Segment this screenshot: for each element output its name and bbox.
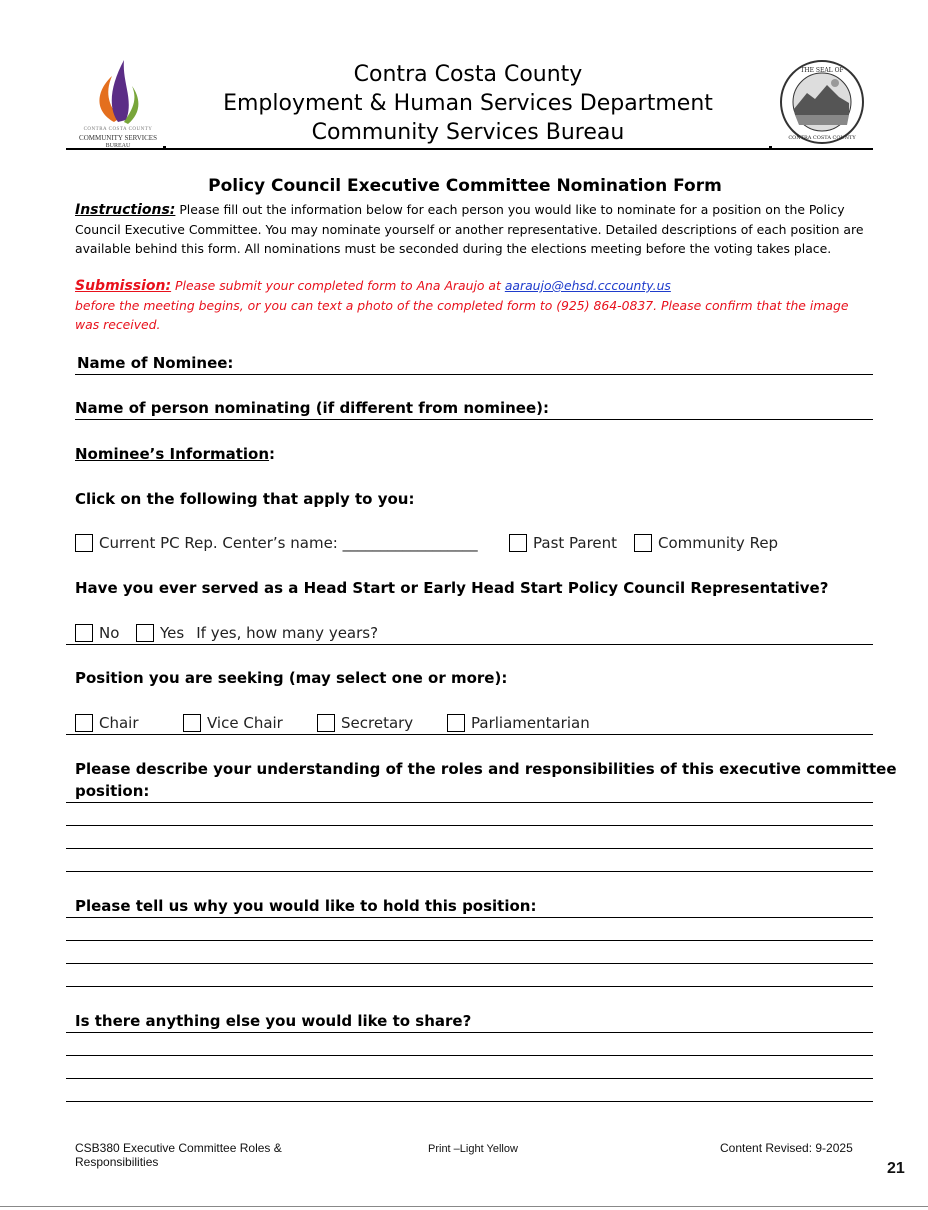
why-answer-line[interactable] (66, 940, 873, 941)
click-apply-label: Click on the following that apply to you: (75, 490, 415, 508)
vice-chair-checkbox[interactable] (183, 714, 201, 732)
logo-text-top: CONTRA COSTA COUNTY (83, 127, 153, 132)
name-of-nominee-line[interactable] (75, 374, 873, 375)
past-parent-option (509, 534, 617, 552)
served-yes-label: Yes (160, 624, 185, 642)
position-chair-option (75, 714, 139, 732)
svg-text:THE SEAL OF: THE SEAL OF (800, 67, 844, 74)
divider-dot-left (163, 146, 166, 149)
current-pc-label: Current PC Rep. Center’s name: __________________ (99, 534, 478, 552)
parliamentarian-checkbox[interactable] (447, 714, 465, 732)
county-seal-icon (779, 59, 865, 145)
footer-doc-id-line2: Responsibilities (75, 1155, 159, 1169)
instructions-text: Please fill out the information below for each person you would like to nominate for a position on the Policy Council Executive Committee. You may nominate yourself or another representative. Detailed descriptions of each position are available behind this form. All nominations must be seconded during the elections meeting before the voting takes place. (75, 202, 864, 256)
served-yes-checkbox[interactable] (136, 624, 154, 642)
roles-question-line1: Please describe your understanding of the roles and responsibilities of this executive committee (75, 760, 897, 778)
svg-text:CONTRA COSTA COUNTY: CONTRA COSTA COUNTY (788, 135, 856, 141)
county-seal (779, 59, 865, 145)
submission-text-2: before the meeting begins, or you can text a photo of the completed form to (925) 864-0837. Please confirm that the image was received. (75, 298, 849, 332)
why-answer-line[interactable] (66, 917, 873, 918)
apply-options-row (75, 534, 478, 552)
nominee-info-label: Nominee’s Information (75, 445, 270, 463)
roles-answer-line[interactable] (66, 871, 873, 872)
footer-print-note: Print –Light Yellow (428, 1143, 518, 1155)
served-yes-option (136, 624, 378, 642)
else-answer-line[interactable] (66, 1032, 873, 1033)
else-answer-line[interactable] (66, 1101, 873, 1102)
served-no-checkbox[interactable] (75, 624, 93, 642)
footer-doc-id-line1: CSB380 Executive Committee Roles & (75, 1141, 282, 1155)
past-parent-label: Past Parent (533, 534, 618, 552)
roles-answer-line[interactable] (66, 825, 873, 826)
nominator-line[interactable] (75, 419, 873, 420)
else-question: Is there anything else you would like to share? (75, 1012, 472, 1030)
position-question: Position you are seeking (may select one or more): (75, 669, 508, 687)
nominee-info-heading (75, 445, 275, 463)
chair-checkbox[interactable] (75, 714, 93, 732)
submission-email-link[interactable]: aaraujo@ehsd.cccounty.us (504, 278, 671, 293)
else-answer-line[interactable] (66, 1078, 873, 1079)
why-answer-line[interactable] (66, 986, 873, 987)
position-line (66, 734, 873, 735)
secretary-label: Secretary (341, 714, 414, 732)
instructions-paragraph (75, 200, 865, 258)
csb-logo (74, 56, 162, 148)
footer-doc-id (75, 1141, 282, 1169)
header-divider (66, 148, 873, 150)
roles-question-line2: position: (75, 782, 150, 800)
page-bottom-edge (0, 1206, 928, 1207)
past-parent-checkbox[interactable] (509, 534, 527, 552)
served-years-line[interactable] (66, 644, 873, 645)
org-line-3: Community Services Bureau (311, 120, 625, 145)
current-pc-checkbox[interactable] (75, 534, 93, 552)
chair-label: Chair (99, 714, 139, 732)
org-line-1: Contra Costa County (353, 62, 583, 87)
nominee-info-colon: : (269, 445, 276, 463)
community-rep-label: Community Rep (658, 534, 779, 552)
instructions-label: Instructions: (75, 202, 176, 218)
served-question: Have you ever served as a Head Start or Early Head Start Policy Council Representative? (75, 579, 829, 597)
why-answer-line[interactable] (66, 963, 873, 964)
flame-logo-icon (74, 56, 162, 126)
nominator-label: Name of person nominating (if different from nominee): (75, 399, 550, 417)
submission-paragraph (75, 276, 865, 334)
submission-text-1: Please submit your completed form to Ana Araujo at (171, 278, 505, 293)
roles-answer-line[interactable] (66, 848, 873, 849)
divider-dot-right (769, 146, 772, 149)
community-rep-option (634, 534, 778, 552)
served-options-row (75, 624, 119, 642)
served-no-label: No (99, 624, 120, 642)
parliamentarian-label: Parliamentarian (471, 714, 590, 732)
secretary-checkbox[interactable] (317, 714, 335, 732)
org-line-2: Employment & Human Services Department (223, 91, 713, 116)
vice-chair-label: Vice Chair (207, 714, 283, 732)
form-title: Policy Council Executive Committee Nomination Form (208, 176, 722, 196)
logo-text-bot: BUREAU (105, 143, 131, 149)
roles-answer-line[interactable] (66, 802, 873, 803)
name-of-nominee-label: Name of Nominee: (77, 354, 234, 372)
position-vice-chair-option (183, 714, 283, 732)
logo-text-mid: COMMUNITY SERVICES (79, 134, 157, 142)
why-question: Please tell us why you would like to hold this position: (75, 897, 537, 915)
submission-label: Submission: (75, 278, 172, 294)
page-number: 21 (887, 1160, 905, 1177)
position-parliamentarian-option (447, 714, 590, 732)
position-secretary-option (317, 714, 413, 732)
else-answer-line[interactable] (66, 1055, 873, 1056)
footer-revised: Content Revised: 9-2025 (720, 1141, 853, 1155)
served-years-label: If yes, how many years? (196, 624, 379, 642)
community-rep-checkbox[interactable] (634, 534, 652, 552)
